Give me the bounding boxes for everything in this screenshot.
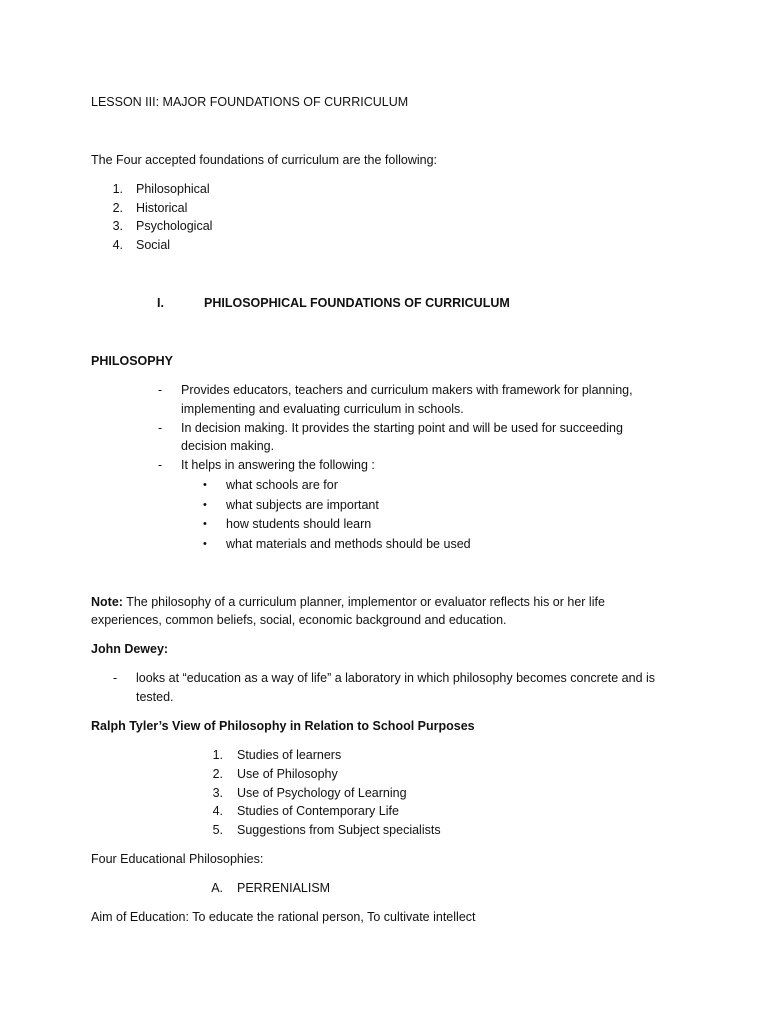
list-text: PERRENIALISM (237, 881, 331, 895)
section-heading: PHILOSOPHICAL FOUNDATIONS OF CURRICULUM (204, 296, 510, 310)
list-text: Studies of learners (237, 748, 342, 762)
list-number: 1. (212, 748, 223, 762)
dash-marker: - (158, 458, 163, 472)
list-item: what materials and methods should be used (226, 537, 471, 551)
list-number: A. (211, 881, 223, 895)
philosophy-point-3: It helps in answering the following : (181, 458, 375, 472)
dewey-heading: John Dewey: (91, 642, 169, 656)
bullet-marker: • (203, 518, 207, 530)
philosophy-point-1-line-2: implementing and evaluating curriculum in schools. (181, 402, 464, 416)
list-number: 3. (212, 786, 223, 800)
dewey-line-2: tested. (136, 690, 174, 704)
list-number: 3. (112, 219, 123, 233)
bullet-marker: • (203, 499, 207, 511)
bullet-marker: • (203, 538, 207, 550)
list-text: Social (136, 238, 171, 252)
list-text: Studies of Contemporary Life (237, 804, 399, 818)
dash-marker: - (113, 671, 118, 685)
bullet-marker: • (203, 479, 207, 491)
list-item: how students should learn (226, 517, 372, 531)
dash-marker: - (158, 383, 163, 397)
intro-text: The Four accepted foundations of curriculum are the following: (91, 153, 438, 167)
four-philosophies-heading: Four Educational Philosophies: (91, 852, 264, 866)
note-text: The philosophy of a curriculum planner, implementor or evaluator reflects his or her life (122, 595, 605, 609)
philosophy-point-2-line-1: In decision making. It provides the starting point and will be used for succeeding (181, 421, 623, 435)
list-text: Use of Psychology of Learning (237, 786, 407, 800)
list-number: 5. (212, 823, 223, 837)
list-number: 2. (212, 767, 223, 781)
philosophy-point-2-line-2: decision making. (181, 439, 275, 453)
list-number: 1. (112, 182, 123, 196)
lesson-title: LESSON III: MAJOR FOUNDATIONS OF CURRICULUM (91, 95, 409, 109)
dash-marker: - (158, 421, 163, 435)
list-item: what schools are for (226, 478, 338, 492)
list-text: Psychological (136, 219, 213, 233)
note-line-1 (91, 594, 605, 610)
list-text: Philosophical (136, 182, 210, 196)
note-label: Note: (91, 595, 123, 609)
philosophy-heading: PHILOSOPHY (91, 354, 173, 368)
list-number: 2. (112, 201, 123, 215)
list-text: Suggestions from Subject specialists (237, 823, 441, 837)
dewey-line-1: looks at “education as a way of life” a laboratory in which philosophy becomes concrete and is (136, 671, 656, 685)
philosophy-point-1-line-1: Provides educators, teachers and curriculum makers with framework for planning, (181, 383, 633, 397)
aim-of-education: Aim of Education: To educate the rational person, To cultivate intellect (91, 910, 476, 924)
note-line-2: experiences, common beliefs, social, economic background and education. (91, 613, 507, 627)
list-text: Historical (136, 201, 188, 215)
list-number: 4. (112, 238, 123, 252)
list-text: Use of Philosophy (237, 767, 338, 781)
tyler-heading: Ralph Tyler’s View of Philosophy in Relation to School Purposes (91, 719, 475, 733)
list-number: 4. (212, 804, 223, 818)
section-number: I. (157, 296, 164, 310)
list-item: what subjects are important (226, 498, 379, 512)
